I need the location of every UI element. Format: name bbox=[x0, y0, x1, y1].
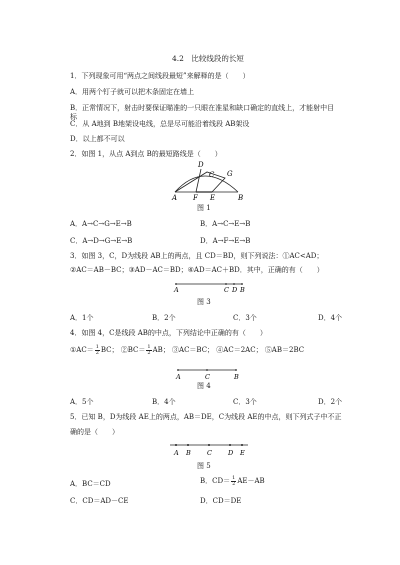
q5-figure bbox=[168, 440, 252, 458]
q2-option-d: D．A→F→E→B bbox=[200, 237, 251, 245]
q4-statement-1a: ①AC＝ bbox=[70, 346, 94, 354]
q4-statement-3: ③AC＝BC； bbox=[172, 346, 215, 354]
q2-figure-caption: 图 1 bbox=[197, 204, 211, 212]
q2-arc bbox=[175, 176, 238, 192]
q2-label-d: D bbox=[198, 161, 204, 169]
q2-option-b: B．A→C→E→B bbox=[200, 220, 251, 228]
q4-point-a bbox=[177, 369, 179, 371]
q5-option-c: C．CD＝AD－CE bbox=[70, 497, 129, 505]
q1-option-a: A．用两个钉子就可以把木条固定在墙上 bbox=[70, 88, 195, 96]
q5-stem-line1: 5．已知 B，D为线段 AE上的两点，AB＝DE，C为线段 AE的中点，则下列式子中不正 bbox=[70, 413, 342, 421]
q5-stem-line2: 确的是（ ） bbox=[70, 428, 119, 436]
q5-option-b-prefix: B．CD＝ bbox=[200, 477, 231, 485]
q4-point-c bbox=[206, 369, 208, 371]
q4-point-b bbox=[235, 369, 237, 371]
q5-option-b-suffix: AE－AB bbox=[237, 477, 265, 485]
q4-label-a: A bbox=[176, 373, 181, 381]
q3-label-d: D bbox=[232, 286, 238, 294]
q5-point-d bbox=[229, 444, 231, 446]
q1-option-b: B．正常情况下，射击时要保证瞄准的一只眼在准星和缺口确定的直线上，才能射中目 bbox=[70, 104, 335, 112]
q2-label-a: A bbox=[172, 194, 178, 202]
q4-option-d: D．2个 bbox=[318, 398, 343, 406]
q3-figure-caption: 图 3 bbox=[197, 298, 211, 306]
q2-label-f: F bbox=[193, 194, 198, 202]
q1-option-d: D．以上都不可以 bbox=[70, 135, 125, 143]
q4-statement-1b: BC； bbox=[100, 346, 119, 354]
q4-label-b: B bbox=[234, 373, 239, 381]
q5-point-c bbox=[208, 444, 210, 446]
q2-stem: 2．如图 1，从点 A到点 B的最短路线是（ ） bbox=[70, 150, 222, 158]
q3-option-a: A．1个 bbox=[70, 314, 94, 322]
q4-figure bbox=[174, 364, 244, 382]
q3-figure bbox=[170, 277, 250, 295]
q4-statement-4: ④AC＝2AC； bbox=[216, 346, 263, 354]
q3-option-b: B．2个 bbox=[152, 314, 176, 322]
q3-point-b bbox=[241, 283, 243, 285]
q5-label-d: D bbox=[228, 449, 234, 457]
q4-fraction-half-2: $\frac{1}{2}$ bbox=[147, 343, 151, 356]
q2-option-a: A．A→C→G→E→B bbox=[70, 220, 132, 228]
q5-label-a: A bbox=[174, 449, 179, 457]
q4-statement-5: ⑤AB＝2BC bbox=[264, 346, 305, 354]
q2-label-c: C bbox=[209, 171, 215, 179]
q3-label-a: A bbox=[174, 286, 179, 294]
q3-option-c: C．3个 bbox=[233, 314, 257, 322]
q5-label-b: B bbox=[186, 449, 191, 457]
q5-fraction-half: $\frac{1}{2}$ bbox=[232, 474, 236, 487]
q5-point-b bbox=[187, 444, 189, 446]
q3-point-a bbox=[175, 283, 177, 285]
q5-point-a bbox=[175, 444, 177, 446]
q5-option-a: A．BC＝CD bbox=[70, 480, 111, 488]
q5-label-e: E bbox=[240, 449, 245, 457]
q4-fraction-half-1: $\frac{1}{2}$ bbox=[95, 343, 99, 356]
q4-option-b: B．4个 bbox=[152, 398, 176, 406]
q4-label-c: C bbox=[205, 373, 210, 381]
q2-option-c: C．A→D→G→E→B bbox=[70, 237, 133, 245]
q4-option-a: A．5个 bbox=[70, 398, 94, 406]
q3-stem-line1: 3．如图 3，C，D为线段 AB上的两点，且 CD＝BD，则下列说法：①AC<AD； bbox=[70, 252, 324, 260]
q3-label-c: C bbox=[224, 286, 229, 294]
q5-figure-caption: 图 5 bbox=[197, 462, 211, 470]
q4-stem: 4．如图 4，C是线段 AB的中点，下列结论中正确的有（ ） bbox=[70, 329, 267, 337]
q4-option-c: C．3个 bbox=[233, 398, 257, 406]
q3-stem-line2: ②AC＝AB－BC；③AD－AC＝BD；④AD＝AC＋BD．其中，正确的有（ ） bbox=[70, 266, 324, 274]
q1-stem: 1．下列现象可用“两点之间线段最短”来解释的是（ ） bbox=[70, 72, 250, 80]
page-title: 4.2 比较线段的长短 bbox=[172, 54, 244, 63]
q4-statement-2b: AB； bbox=[152, 346, 170, 354]
q5-option-d: D．CD＝DE bbox=[200, 497, 242, 505]
q1-option-b-wrap: 标 bbox=[70, 113, 77, 121]
q3-option-d: D．4个 bbox=[318, 314, 343, 322]
q3-label-b: B bbox=[240, 286, 245, 294]
q4-statements bbox=[70, 344, 304, 356]
q2-segment-df bbox=[196, 169, 201, 192]
q2-figure bbox=[150, 158, 250, 202]
q2-label-e: E bbox=[210, 194, 216, 202]
q5-option-b bbox=[200, 475, 265, 487]
q2-label-b: B bbox=[238, 194, 244, 202]
q4-statement-2a: ②BC＝ bbox=[120, 346, 146, 354]
q3-point-d bbox=[233, 283, 235, 285]
q5-label-c: C bbox=[207, 449, 212, 457]
q3-point-c bbox=[225, 283, 227, 285]
q1-option-c: C．从 A地到 B地架设电线，总是尽可能沿着线段 AB架设 bbox=[70, 120, 250, 128]
q4-figure-caption: 图 4 bbox=[197, 382, 211, 390]
q2-label-g: G bbox=[227, 170, 233, 178]
q5-point-e bbox=[241, 444, 243, 446]
